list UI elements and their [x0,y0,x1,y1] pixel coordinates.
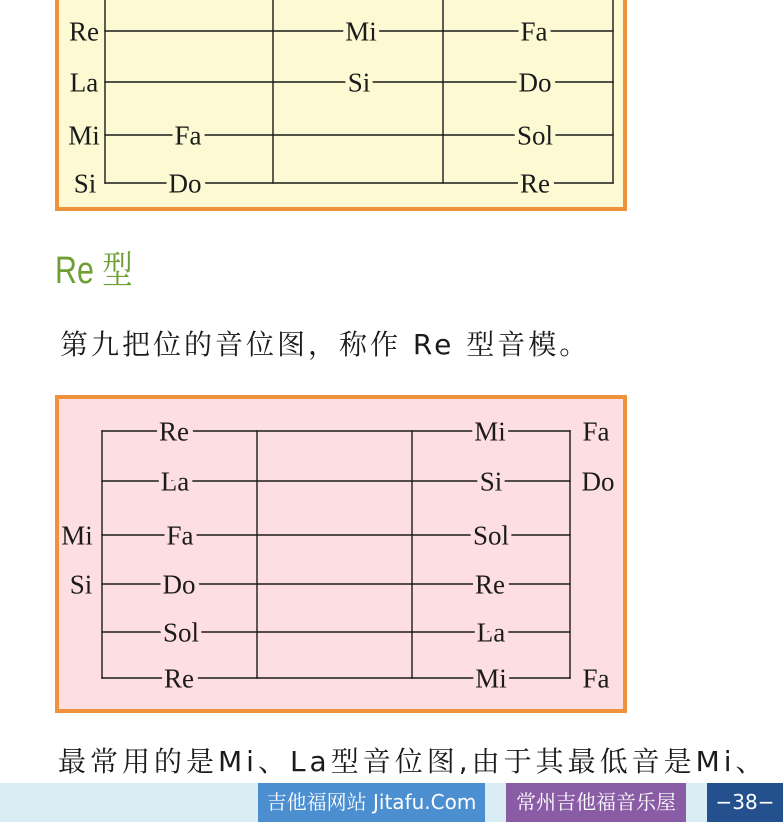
string-label: Si [73,168,97,199]
string-label-left: Mi [61,520,93,551]
note-labels [169,16,554,198]
note-label: Do [518,67,552,98]
string-label: La [69,67,99,98]
footer-studio-name: 常州吉他福音乐屋 [506,783,686,822]
note-label: Sol [516,120,554,151]
note-label: Mi [474,416,506,447]
fretboard-diagram-previous [55,0,627,211]
note-label: Sol [472,520,510,551]
note-label: Mi [345,16,377,47]
fretboard-diagram-re [55,395,627,713]
note-label: Re [520,168,550,199]
section-description: 第九把位的音位图，称作 Re 型音模。 [60,328,591,361]
note-label: Mi [475,663,507,694]
string-label: Re [69,16,99,47]
note-label: Re [475,569,505,600]
note-label: Re [159,416,189,447]
page-footer [0,783,783,822]
note-label: Fa [166,520,194,551]
string-label-left: Si [69,569,93,600]
note-label: Re [164,663,194,694]
string-label-right: Fa [582,663,610,694]
footer-website: 吉他福网站 Jitafu.Com [258,783,485,822]
note-label: Si [479,466,503,497]
section-heading: Re 型 [55,250,133,292]
note-label: Fa [520,16,548,47]
note-label: Do [162,569,196,600]
string-lines [105,31,613,183]
page-number: −38− [707,783,783,822]
note-label: Fa [174,120,202,151]
string-labels [68,16,100,198]
note-label: Si [347,67,371,98]
note-label: Do [168,168,202,199]
note-label: La [160,466,190,497]
note-label: Sol [162,617,200,648]
string-labels [61,416,614,693]
body-text: 最常用的是Mi、La型音位图,由于其最低音是Mi、 [58,745,768,778]
string-label-right: Fa [582,416,610,447]
note-label: La [476,617,506,648]
note-labels [159,416,509,693]
string-label: Mi [68,120,100,151]
string-label-right: Do [581,466,615,497]
